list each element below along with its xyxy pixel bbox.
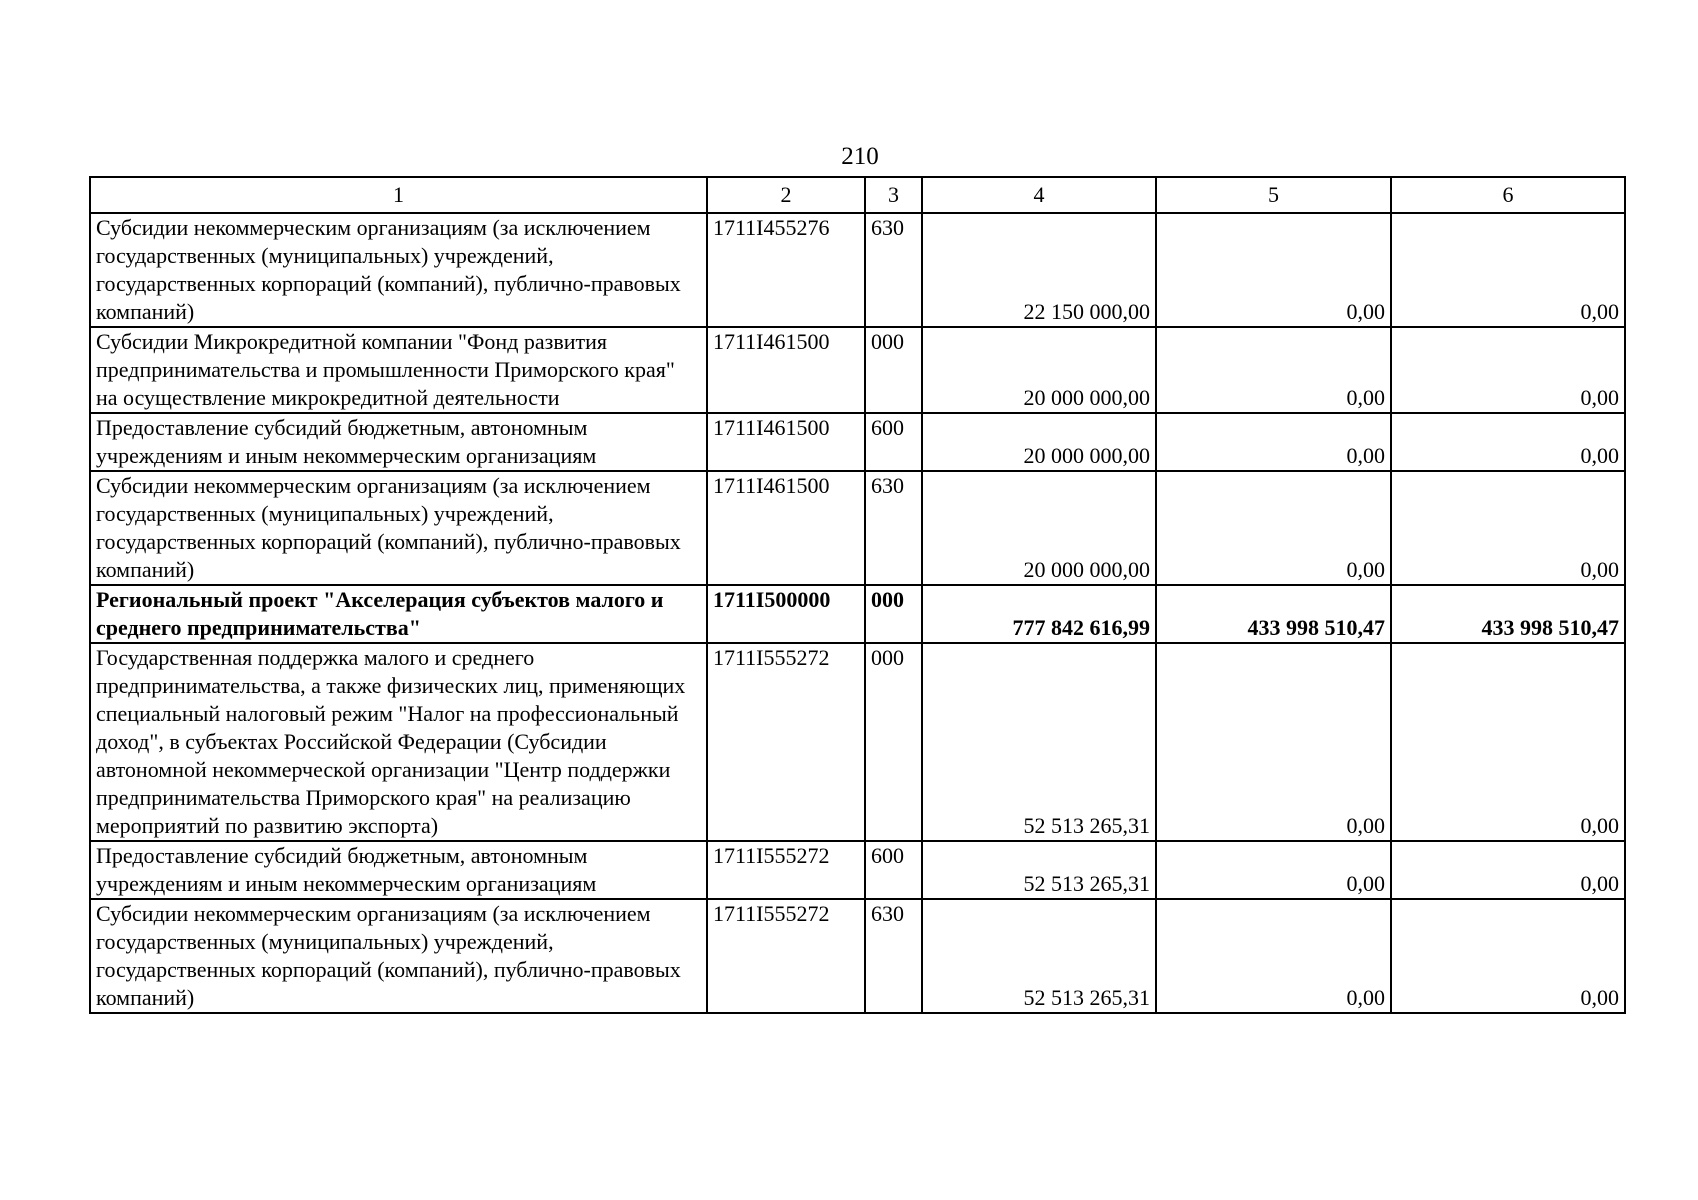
- row-amount-col5-cell: 0,00: [1156, 327, 1391, 413]
- column-header-1: 1: [90, 177, 707, 213]
- row-type-cell: 630: [865, 899, 922, 1013]
- row-amount-col4-cell: 777 842 616,99: [922, 585, 1156, 643]
- table-row: [90, 899, 1625, 1013]
- row-name-cell: Субсидии некоммерческим организациям (за исключением государственных (муниципальных) учреждений, государственных корпораций (компаний), публично-правовых компаний): [90, 213, 707, 327]
- table-row: [90, 413, 1625, 471]
- table-row: [90, 471, 1625, 585]
- row-code-cell: 1711I555272: [707, 899, 865, 1013]
- column-header-4: 4: [922, 177, 1156, 213]
- row-amount-col5-cell: 0,00: [1156, 899, 1391, 1013]
- row-amount-col4-cell: 22 150 000,00: [922, 213, 1156, 327]
- row-amount-col6-cell: 0,00: [1391, 213, 1625, 327]
- row-amount-col6-cell: 433 998 510,47: [1391, 585, 1625, 643]
- row-name-cell: Предоставление субсидий бюджетным, автономным учреждениям и иным некоммерческим организациям: [90, 841, 707, 899]
- column-header-6: 6: [1391, 177, 1625, 213]
- table-row: [90, 585, 1625, 643]
- row-code-cell: 1711I455276: [707, 213, 865, 327]
- row-amount-col6-cell: 0,00: [1391, 841, 1625, 899]
- row-amount-col4-cell: 52 513 265,31: [922, 643, 1156, 841]
- row-amount-col4-cell: 20 000 000,00: [922, 327, 1156, 413]
- row-amount-col6-cell: 0,00: [1391, 643, 1625, 841]
- row-code-cell: 1711I555272: [707, 643, 865, 841]
- row-amount-col4-cell: 52 513 265,31: [922, 841, 1156, 899]
- budget-table: [89, 176, 1626, 1014]
- row-type-cell: 630: [865, 213, 922, 327]
- row-amount-col6-cell: 0,00: [1391, 327, 1625, 413]
- row-type-cell: 000: [865, 585, 922, 643]
- row-name-cell: Субсидии некоммерческим организациям (за исключением государственных (муниципальных) учреждений, государственных корпораций (компаний), публично-правовых компаний): [90, 471, 707, 585]
- row-type-cell: 000: [865, 643, 922, 841]
- table-header-row: [90, 177, 1625, 213]
- row-name-cell: Субсидии некоммерческим организациям (за исключением государственных (муниципальных) учреждений, государственных корпораций (компаний), публично-правовых компаний): [90, 899, 707, 1013]
- row-amount-col6-cell: 0,00: [1391, 471, 1625, 585]
- row-amount-col5-cell: 0,00: [1156, 643, 1391, 841]
- row-amount-col5-cell: 0,00: [1156, 213, 1391, 327]
- row-name-cell: Государственная поддержка малого и среднего предпринимательства, а также физических лиц, применяющих специальный налоговый режим "Налог на профессиональный доход", в субъектах Российской Федерации (Субсидии автономной некоммерческой организации "Центр поддержки предпринимательства Приморского края" на реализацию мероприятий по развитию экспорта): [90, 643, 707, 841]
- row-amount-col4-cell: 52 513 265,31: [922, 899, 1156, 1013]
- row-type-cell: 600: [865, 413, 922, 471]
- table-row: [90, 213, 1625, 327]
- row-code-cell: 1711I461500: [707, 413, 865, 471]
- row-amount-col4-cell: 20 000 000,00: [922, 413, 1156, 471]
- row-name-cell: Региональный проект "Акселерация субъектов малого и среднего предпринимательства": [90, 585, 707, 643]
- row-name-cell: Предоставление субсидий бюджетным, автономным учреждениям и иным некоммерческим организациям: [90, 413, 707, 471]
- row-amount-col4-cell: 20 000 000,00: [922, 471, 1156, 585]
- row-type-cell: 000: [865, 327, 922, 413]
- row-name-cell: Субсидии Микрокредитной компании "Фонд развития предпринимательства и промышленности Приморского края" на осуществление микрокредитной деятельности: [90, 327, 707, 413]
- row-amount-col5-cell: 0,00: [1156, 841, 1391, 899]
- row-amount-col6-cell: 0,00: [1391, 899, 1625, 1013]
- row-type-cell: 600: [865, 841, 922, 899]
- table-row: [90, 327, 1625, 413]
- row-code-cell: 1711I555272: [707, 841, 865, 899]
- row-amount-col5-cell: 0,00: [1156, 471, 1391, 585]
- table-row: [90, 841, 1625, 899]
- row-amount-col5-cell: 433 998 510,47: [1156, 585, 1391, 643]
- row-amount-col6-cell: 0,00: [1391, 413, 1625, 471]
- column-header-2: 2: [707, 177, 865, 213]
- row-code-cell: 1711I500000: [707, 585, 865, 643]
- row-code-cell: 1711I461500: [707, 471, 865, 585]
- column-header-5: 5: [1156, 177, 1391, 213]
- page-number: 210: [841, 143, 879, 170]
- row-code-cell: 1711I461500: [707, 327, 865, 413]
- row-amount-col5-cell: 0,00: [1156, 413, 1391, 471]
- row-type-cell: 630: [865, 471, 922, 585]
- table-row: [90, 643, 1625, 841]
- column-header-3: 3: [865, 177, 922, 213]
